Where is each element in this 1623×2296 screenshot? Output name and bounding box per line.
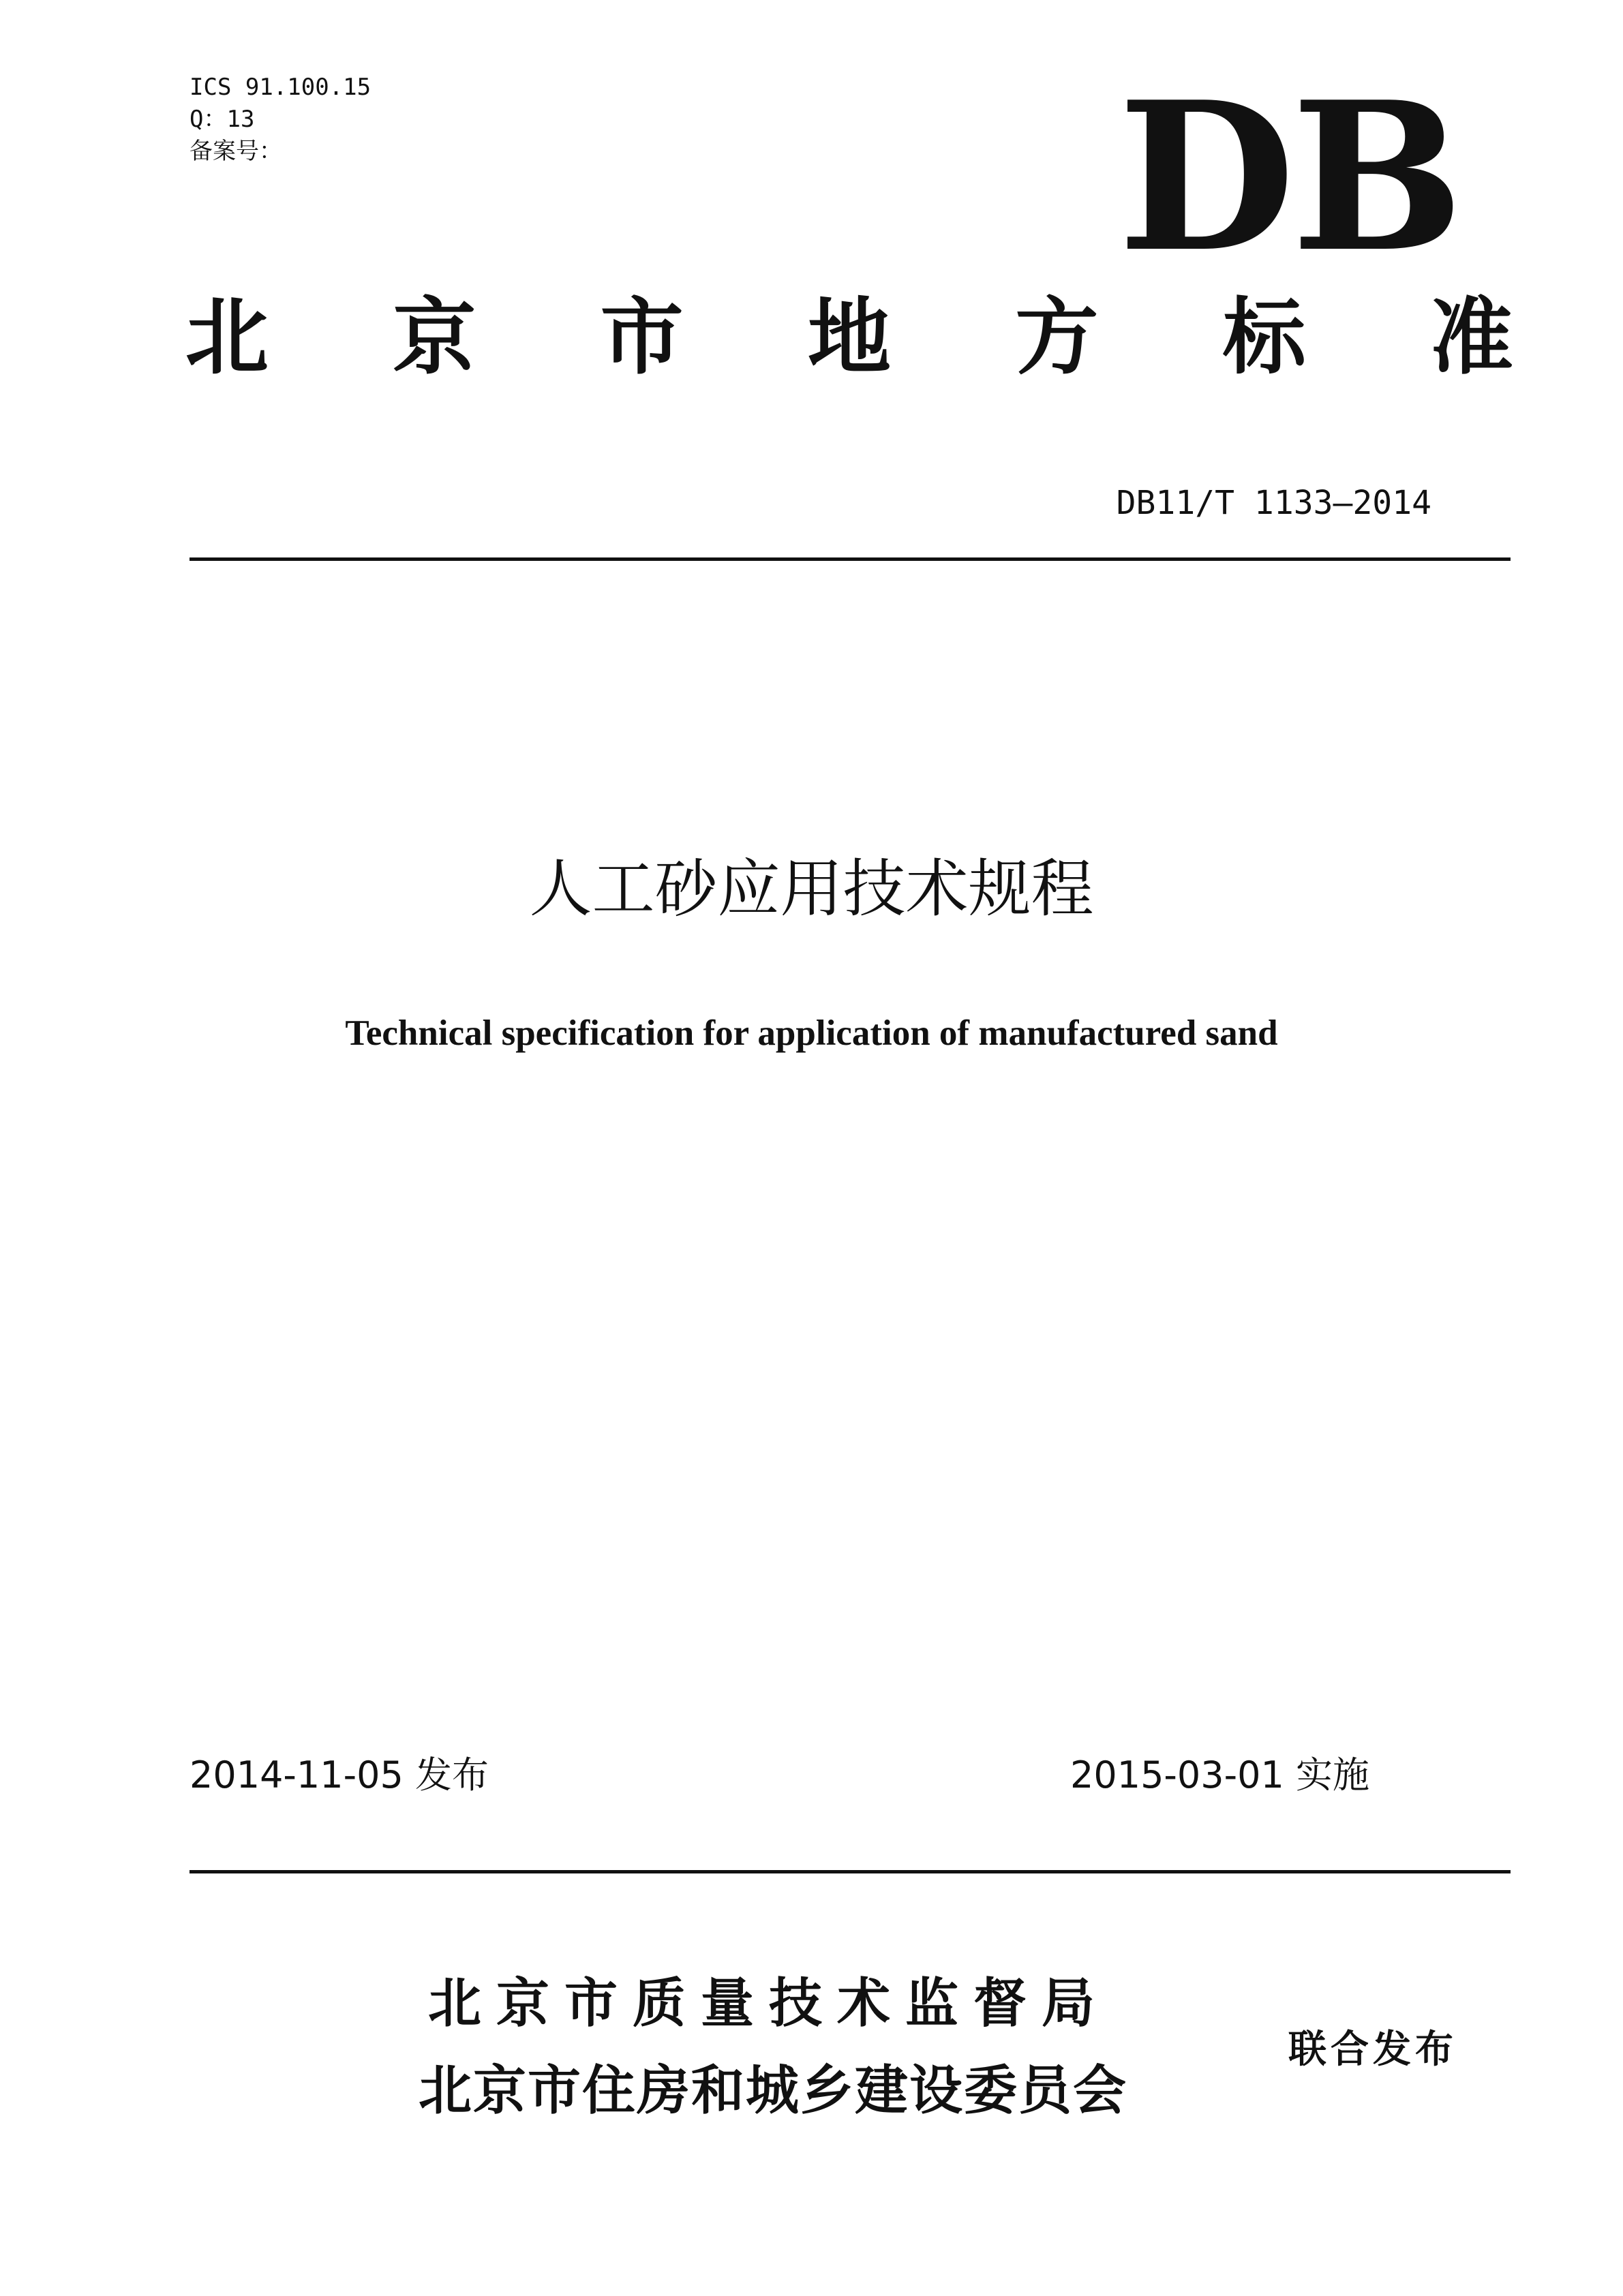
q-code: Q：13 [189,106,255,133]
document-title-chinese: 人工砂应用技术规程 [529,853,1094,925]
title-char: 市 [600,289,684,386]
title-char: 地 [807,289,891,386]
joint-release-label: 联合发布 [1288,2027,1457,2072]
title-char: 京 [393,289,476,386]
title-char: 北 [185,289,269,386]
bottom-divider [189,1870,1511,1873]
effective-date: 2015-03-01 实施 [1070,1754,1369,1796]
issue-date: 2014-11-05 发布 [189,1754,489,1796]
title-char: 方 [1015,289,1099,386]
document-title-english: Technical specification for application of manufactured sand [345,1013,1278,1053]
standard-category-title [185,286,1513,388]
ics-code: ICS 91.100.15 [189,74,371,101]
filing-number-label: 备案号： [189,138,282,165]
title-char: 准 [1429,289,1513,386]
issuer-quality-bureau: 北京市质量技术监督局 [428,1973,1110,2034]
standard-number: DB11/T 1133—2014 [1116,484,1431,522]
title-char: 标 [1222,289,1306,386]
issuer-housing-commission: 北京市住房和城乡建设委员会 [419,2060,1128,2122]
db-logo: DB [1118,57,1460,297]
top-divider [189,557,1511,561]
